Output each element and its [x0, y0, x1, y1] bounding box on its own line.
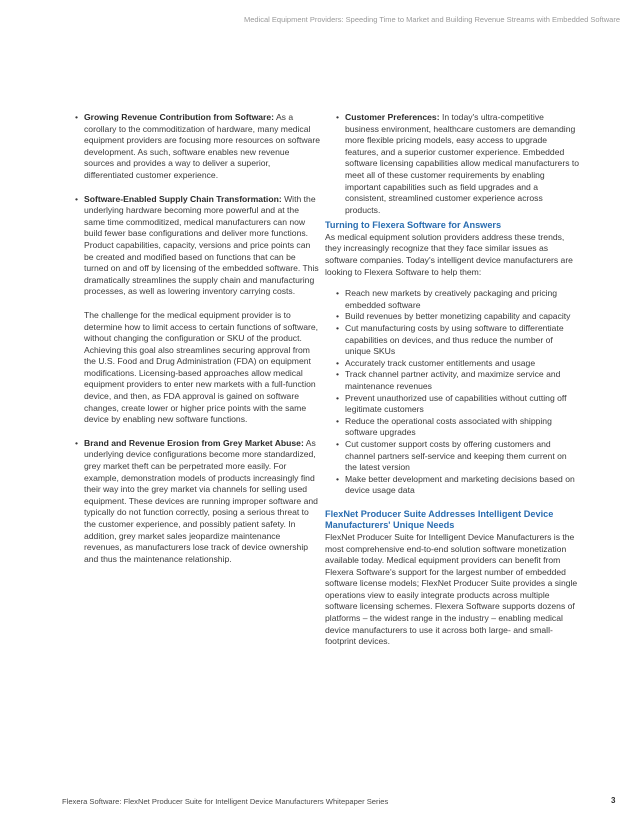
bullet-grey-market	[75, 438, 320, 566]
bullet-text: As a corollary to the commoditization of hardware, many medical equipment providers are focusing more resources on software development. As such, software enables new revenue sources and provides a way to deliver a superior, differentiated customer experience.	[84, 112, 320, 180]
bullet-lead: Customer Preferences:	[345, 112, 440, 122]
section-intro: As medical equipment solution providers address these trends, they increasingly recognize that they face similar issues as software companies. Today's intelligent device manufacturers are looking to Flexera Software to help them:	[325, 231, 573, 277]
list-item: • Prevent unauthorized use of capabilities without cutting off legitimate customers	[336, 393, 580, 416]
list-item: • Make better development and marketing decisions based on device usage data	[336, 474, 580, 497]
section-body: FlexNet Producer Suite for Intelligent Device Manufacturers is the most comprehensive end-to-end solution software monetization available today. Medical equipment providers can benefit from Flexera Software's support for the largest number of embedded software license models; FlexNet Producer Suite provides a single operations view to easily integrate products across multiple software licensing schemes. Flexera Software supports dozens of platforms – the widest range in the industry – enabling medical device manufacturers to use it across both large- and small-footprint devices.	[325, 531, 578, 647]
bullet-text: As underlying device configurations become more standardized, grey market theft can be perpetrated more easily. For example, demonstration models of products increasingly find their way into the grey market via channels for selling used equipment. These devices are running improper software and typically do not function correctly, posing a serious threat to the customer experience, and possibly patient safety. In addition, grey market sales jeopardize maintenance revenues, as manufacturers lose track of device ownership and thus the maintenance relationship.	[84, 437, 318, 564]
bullet-revenue-contribution	[75, 112, 320, 182]
left-column	[75, 112, 320, 577]
right-column	[325, 112, 580, 658]
list-item: • Reach new markets by creatively packaging and pricing embedded software	[336, 288, 580, 311]
help-list	[325, 288, 580, 497]
section-heading-flexnet: FlexNet Producer Suite Addresses Intelligent Device Manufacturers' Unique Needs	[325, 508, 554, 531]
bullet-customer-preferences	[336, 112, 580, 216]
list-item: • Reduce the operational costs associated with shipping software upgrades	[336, 416, 580, 439]
bullet-supply-chain	[75, 194, 320, 298]
list-item: • Track channel partner activity, and maximize service and maintenance revenues	[336, 369, 580, 392]
bullet-text: With the underlying hardware becoming more powerful and at the same time commoditized, medical manufacturers can now build fewer base configurations and deliver more functions. Product capabilities, capacity, versions and price points can be created and modified based on functions that can be turned on and off by licensing of the embedded software. This dramatically streamlines the supply chain and manufacturing processes, as well as lowering inventory carrying costs.	[84, 193, 319, 297]
section-heading-turning: Turning to Flexera Software for Answers	[325, 220, 502, 231]
running-header: Medical Equipment Providers: Speeding Time to Market and Building Revenue Streams with Embedded Software	[243, 15, 620, 24]
list-item: • Build revenues by better monetizing capability and capacity	[336, 311, 580, 323]
bullet-text: In today's ultra-competitive business environment, healthcare customers are demanding more flexible pricing models, easy access to upgrade features, and a superior customer experience. Embedded software licensing capabilities allow medical manufacturers to meet all of these customer requirements by enabling important capabilities such as field upgrades and a consistent, streamlined customer experience across products.	[345, 112, 580, 215]
page-number: 3	[611, 796, 616, 805]
list-item: • Cut customer support costs by offering customers and channel partners self-service and keeping them current on the latest version	[336, 439, 580, 474]
list-item: • Cut manufacturing costs by using software to differentiate capabilities on devices, and thus reduce the number of unique SKUs	[336, 323, 580, 358]
list-item: • Accurately track customer entitlements and usage	[336, 358, 580, 370]
footer-text: Flexera Software: FlexNet Producer Suite for Intelligent Device Manufacturers Whitepaper Series	[62, 797, 389, 806]
challenge-paragraph: The challenge for the medical equipment provider is to determine how to limit access to certain functions of software, without changing the configuration or SKU of the product. Achieving this goal also streamlines securing approval from the U.S. Food and Drug Administration (FDA) on equipment modifications. Licensing-based approaches allow medical equipment providers to enter new markets with a full-function device, and then, as FDA approval is gained on software changes, create lower or higher price points with the same device by enabling new software functions.	[84, 309, 319, 425]
bullet-lead: Software-Enabled Supply Chain Transformation:	[84, 193, 282, 204]
bullet-lead: Growing Revenue Contribution from Software:	[84, 112, 275, 122]
bullet-lead: Brand and Revenue Erosion from Grey Market Abuse:	[84, 437, 304, 448]
